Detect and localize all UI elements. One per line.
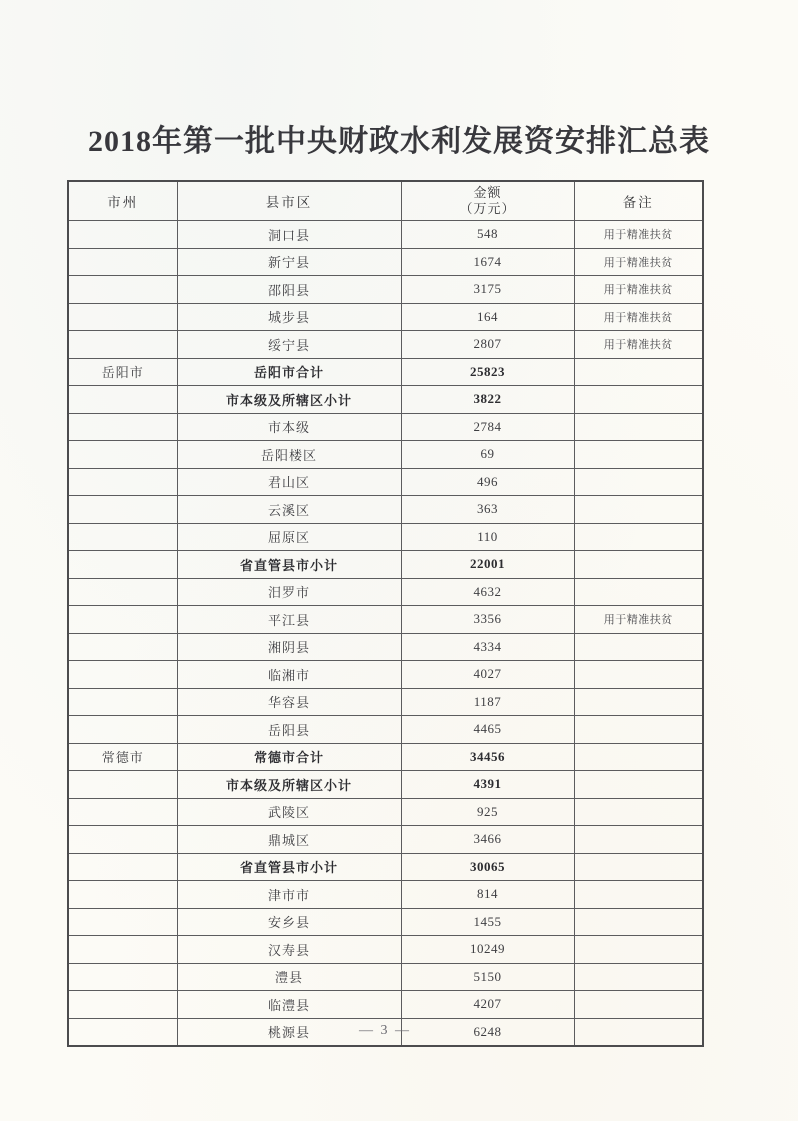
remark-cell bbox=[574, 413, 703, 441]
remark-cell bbox=[574, 496, 703, 524]
remark-cell bbox=[574, 468, 703, 496]
table-row bbox=[68, 221, 703, 249]
remark-cell bbox=[574, 881, 703, 909]
table-row bbox=[68, 771, 703, 799]
city-cell bbox=[68, 606, 177, 634]
remark-cell bbox=[574, 908, 703, 936]
city-cell bbox=[68, 386, 177, 414]
table-row bbox=[68, 853, 703, 881]
amount-cell: 6248 bbox=[401, 1018, 574, 1046]
remark-cell bbox=[574, 853, 703, 881]
city-cell bbox=[68, 853, 177, 881]
table-row bbox=[68, 413, 703, 441]
table-row bbox=[68, 496, 703, 524]
table-row bbox=[68, 276, 703, 304]
county-cell: 临湘市 bbox=[177, 661, 401, 689]
remark-cell bbox=[574, 441, 703, 469]
county-cell: 市本级 bbox=[177, 413, 401, 441]
remark-cell bbox=[574, 523, 703, 551]
county-cell: 邵阳县 bbox=[177, 276, 401, 304]
table-row bbox=[68, 908, 703, 936]
amount-cell: 30065 bbox=[401, 853, 574, 881]
city-cell bbox=[68, 936, 177, 964]
remark-cell: 用于精准扶贫 bbox=[574, 221, 703, 249]
city-cell bbox=[68, 441, 177, 469]
table-row bbox=[68, 358, 703, 386]
table-row bbox=[68, 523, 703, 551]
city-cell bbox=[68, 881, 177, 909]
amount-cell: 363 bbox=[401, 496, 574, 524]
amount-cell: 1674 bbox=[401, 248, 574, 276]
table-row bbox=[68, 303, 703, 331]
amount-cell: 3175 bbox=[401, 276, 574, 304]
table-row bbox=[68, 578, 703, 606]
table-row bbox=[68, 743, 703, 771]
city-cell bbox=[68, 523, 177, 551]
table-row bbox=[68, 606, 703, 634]
amount-cell: 2784 bbox=[401, 413, 574, 441]
city-cell bbox=[68, 826, 177, 854]
amount-cell: 4465 bbox=[401, 716, 574, 744]
table-row bbox=[68, 936, 703, 964]
city-cell bbox=[68, 551, 177, 579]
table-row bbox=[68, 468, 703, 496]
remark-cell bbox=[574, 578, 703, 606]
remark-cell bbox=[574, 826, 703, 854]
remark-cell: 用于精准扶贫 bbox=[574, 276, 703, 304]
county-cell: 平江县 bbox=[177, 606, 401, 634]
table-row bbox=[68, 798, 703, 826]
city-cell bbox=[68, 496, 177, 524]
remark-cell bbox=[574, 743, 703, 771]
amount-cell: 164 bbox=[401, 303, 574, 331]
amount-cell: 110 bbox=[401, 523, 574, 551]
county-cell: 常德市合计 bbox=[177, 743, 401, 771]
county-cell: 岳阳县 bbox=[177, 716, 401, 744]
county-cell: 省直管县市小计 bbox=[177, 551, 401, 579]
amount-cell: 4391 bbox=[401, 771, 574, 799]
county-cell: 临澧县 bbox=[177, 991, 401, 1019]
table-row bbox=[68, 716, 703, 744]
county-cell: 鼎城区 bbox=[177, 826, 401, 854]
amount-cell: 925 bbox=[401, 798, 574, 826]
city-cell bbox=[68, 908, 177, 936]
summary-table bbox=[67, 180, 704, 1047]
header-row bbox=[68, 181, 703, 221]
table-row bbox=[68, 331, 703, 359]
city-cell bbox=[68, 413, 177, 441]
county-cell: 君山区 bbox=[177, 468, 401, 496]
city-cell: 常德市 bbox=[68, 743, 177, 771]
amount-cell: 3356 bbox=[401, 606, 574, 634]
table-row bbox=[68, 248, 703, 276]
remark-cell bbox=[574, 633, 703, 661]
remark-cell bbox=[574, 991, 703, 1019]
table-row bbox=[68, 551, 703, 579]
city-cell bbox=[68, 688, 177, 716]
county-cell: 武陵区 bbox=[177, 798, 401, 826]
header-remark: 备注 bbox=[574, 181, 703, 221]
remark-cell bbox=[574, 358, 703, 386]
city-cell bbox=[68, 716, 177, 744]
amount-cell: 4334 bbox=[401, 633, 574, 661]
city-cell bbox=[68, 798, 177, 826]
city-cell bbox=[68, 221, 177, 249]
city-cell: 岳阳市 bbox=[68, 358, 177, 386]
amount-cell: 3822 bbox=[401, 386, 574, 414]
county-cell: 安乡县 bbox=[177, 908, 401, 936]
page-title: 2018年第一批中央财政水利发展资安排汇总表 bbox=[88, 125, 710, 158]
table-row bbox=[68, 826, 703, 854]
amount-cell: 3466 bbox=[401, 826, 574, 854]
county-cell: 屈原区 bbox=[177, 523, 401, 551]
city-cell bbox=[68, 991, 177, 1019]
table-body bbox=[68, 221, 703, 1047]
header-county: 县市区 bbox=[177, 181, 401, 221]
county-cell: 岳阳市合计 bbox=[177, 358, 401, 386]
amount-cell: 1187 bbox=[401, 688, 574, 716]
county-cell: 洞口县 bbox=[177, 221, 401, 249]
amount-cell: 4632 bbox=[401, 578, 574, 606]
county-cell: 汉寿县 bbox=[177, 936, 401, 964]
county-cell: 岳阳楼区 bbox=[177, 441, 401, 469]
header-amount bbox=[401, 181, 574, 221]
remark-cell bbox=[574, 386, 703, 414]
table-header bbox=[68, 181, 703, 221]
county-cell: 城步县 bbox=[177, 303, 401, 331]
county-cell: 新宁县 bbox=[177, 248, 401, 276]
remark-cell bbox=[574, 771, 703, 799]
county-cell: 津市市 bbox=[177, 881, 401, 909]
remark-cell bbox=[574, 716, 703, 744]
city-cell bbox=[68, 248, 177, 276]
city-cell bbox=[68, 578, 177, 606]
remark-cell bbox=[574, 798, 703, 826]
amount-cell: 34456 bbox=[401, 743, 574, 771]
county-cell: 绥宁县 bbox=[177, 331, 401, 359]
county-cell: 华容县 bbox=[177, 688, 401, 716]
remark-cell: 用于精准扶贫 bbox=[574, 606, 703, 634]
remark-cell bbox=[574, 936, 703, 964]
remark-cell bbox=[574, 551, 703, 579]
city-cell bbox=[68, 303, 177, 331]
city-cell bbox=[68, 468, 177, 496]
amount-cell: 25823 bbox=[401, 358, 574, 386]
amount-cell: 814 bbox=[401, 881, 574, 909]
city-cell bbox=[68, 633, 177, 661]
remark-cell: 用于精准扶贫 bbox=[574, 331, 703, 359]
amount-cell: 5150 bbox=[401, 963, 574, 991]
county-cell: 澧县 bbox=[177, 963, 401, 991]
table-row bbox=[68, 688, 703, 716]
county-cell: 汨罗市 bbox=[177, 578, 401, 606]
city-cell bbox=[68, 963, 177, 991]
table-row bbox=[68, 441, 703, 469]
amount-cell: 22001 bbox=[401, 551, 574, 579]
table-row bbox=[68, 633, 703, 661]
amount-cell: 4027 bbox=[401, 661, 574, 689]
table-row bbox=[68, 386, 703, 414]
remark-cell: 用于精准扶贫 bbox=[574, 303, 703, 331]
county-cell: 市本级及所辖区小计 bbox=[177, 771, 401, 799]
table-row bbox=[68, 881, 703, 909]
amount-cell: 1455 bbox=[401, 908, 574, 936]
county-cell: 湘阴县 bbox=[177, 633, 401, 661]
table-row bbox=[68, 963, 703, 991]
remark-cell bbox=[574, 963, 703, 991]
amount-cell: 69 bbox=[401, 441, 574, 469]
remark-cell: 用于精准扶贫 bbox=[574, 248, 703, 276]
county-cell: 省直管县市小计 bbox=[177, 853, 401, 881]
city-cell bbox=[68, 331, 177, 359]
header-amount-line1: 金额 bbox=[473, 184, 502, 200]
county-cell: 桃源县 bbox=[177, 1018, 401, 1046]
header-amount-line2: （万元） bbox=[459, 201, 516, 216]
city-cell bbox=[68, 661, 177, 689]
table-row bbox=[68, 661, 703, 689]
amount-cell: 496 bbox=[401, 468, 574, 496]
amount-cell: 2807 bbox=[401, 331, 574, 359]
city-cell bbox=[68, 771, 177, 799]
page-number: — 3 — bbox=[359, 1023, 411, 1038]
amount-cell: 10249 bbox=[401, 936, 574, 964]
county-cell: 云溪区 bbox=[177, 496, 401, 524]
amount-cell: 4207 bbox=[401, 991, 574, 1019]
remark-cell bbox=[574, 661, 703, 689]
city-cell bbox=[68, 276, 177, 304]
header-city: 市州 bbox=[68, 181, 177, 221]
amount-cell: 548 bbox=[401, 221, 574, 249]
remark-cell bbox=[574, 688, 703, 716]
county-cell: 市本级及所辖区小计 bbox=[177, 386, 401, 414]
table-row bbox=[68, 991, 703, 1019]
